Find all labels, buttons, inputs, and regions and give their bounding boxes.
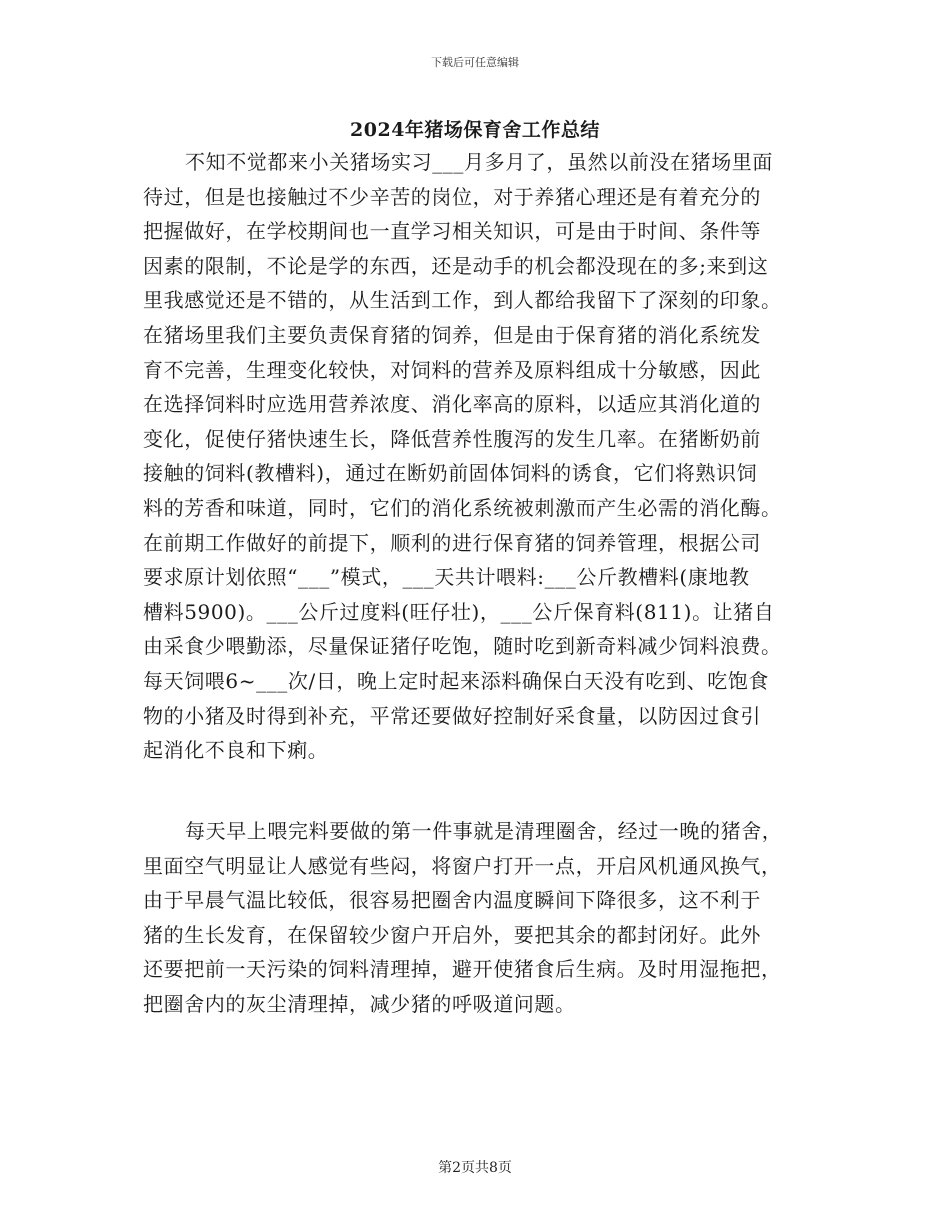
paragraph-line: 把握做好，在学校期间也一直学习相关知识，可是由于时间、条件等: [143, 219, 761, 244]
paragraph-line: 待过，但是也接触过不少辛苦的岗位，对于养猪心理还是有着充分的: [143, 184, 761, 209]
paragraph-line: 把圈舍内的灰尘清理掉，减少猪的呼吸道问题。: [143, 991, 576, 1016]
paragraph-line: 起消化不良和下痢。: [143, 738, 329, 763]
paragraph-1: [143, 145, 809, 768]
paragraph-line: 还要把前一天污染的饲料清理掉，避开使猪食后生病。及时用湿拖把，: [143, 957, 782, 982]
document-title: 2024年猪场保育舍工作总结: [350, 119, 600, 141]
paragraph-line: 里我感觉还是不错的，从生活到工作，到人都给我留下了深刻的印象。: [143, 288, 782, 313]
paragraph-2: [143, 814, 809, 1022]
paragraph-line: 料的芳香和味道，同时，它们的消化系统被刺激而产生必需的消化酶。: [143, 495, 782, 520]
paragraph-line: 在选择饲料时应选用营养浓度、消化率高的原料，以适应其消化道的: [143, 392, 761, 417]
paragraph-line: 在前期工作做好的前提下，顺利的进行保育猪的饲养管理，根据公司: [143, 530, 761, 555]
paragraph-line: 在猪场里我们主要负责保育猪的饲养，但是由于保育猪的消化系统发: [143, 322, 761, 347]
paragraph-line: 猪的生长发育，在保留较少窗户开启外，要把其余的都封闭好。此外: [143, 922, 761, 947]
paragraph-line: 槽料5900)。___公斤过度料(旺仔壮)，___公斤保育料(811)。让猪自: [143, 599, 775, 624]
header-note: 下载后可任意编辑: [431, 56, 519, 69]
paragraph-line: 由采食少喂勤添，尽量保证猪仔吃饱，随时吃到新奇料减少饲料浪费。: [143, 634, 782, 659]
paragraph-line: 要求原计划依照“___”模式，___天共计喂料:___公斤教槽料(康地教: [143, 565, 750, 590]
paragraph-line: 物的小猪及时得到补充，平常还要做好控制好采食量，以防因过食引: [143, 703, 761, 728]
paragraph-line: 里面空气明显让人感觉有些闷，将窗户打开一点，开启风机通风换气，: [143, 853, 782, 878]
paragraph-line: 不知不觉都来小关猪场实习___月多月了，虽然以前没在猪场里面: [185, 150, 773, 174]
paragraph-line: 每天早上喂完料要做的第一件事就是清理圈舍，经过一晚的猪舍，: [185, 819, 783, 843]
paragraph-line: 接触的饲料(教槽料)，通过在断奶前固体饲料的诱食，它们将熟识饲: [143, 461, 758, 486]
paragraph-line: 育不完善，生理变化较快，对饲料的营养及原料组成十分敏感，因此: [143, 357, 761, 382]
paragraph-line: 因素的限制，不论是学的东西，还是动手的机会都没现在的多;来到这: [143, 253, 769, 278]
paragraph-line: 每天饲喂6~___次/日，晚上定时起来添料确保白天没有吃到、吃饱食: [143, 668, 770, 693]
paragraph-line: 变化，促使仔猪快速生长，降低营养性腹泻的发生几率。在猪断奶前: [143, 426, 761, 451]
paragraph-line: 由于早晨气温比较低，很容易把圈舍内温度瞬间下降很多，这不利于: [143, 888, 761, 913]
page-number: 第2页共8页: [438, 1160, 512, 1176]
